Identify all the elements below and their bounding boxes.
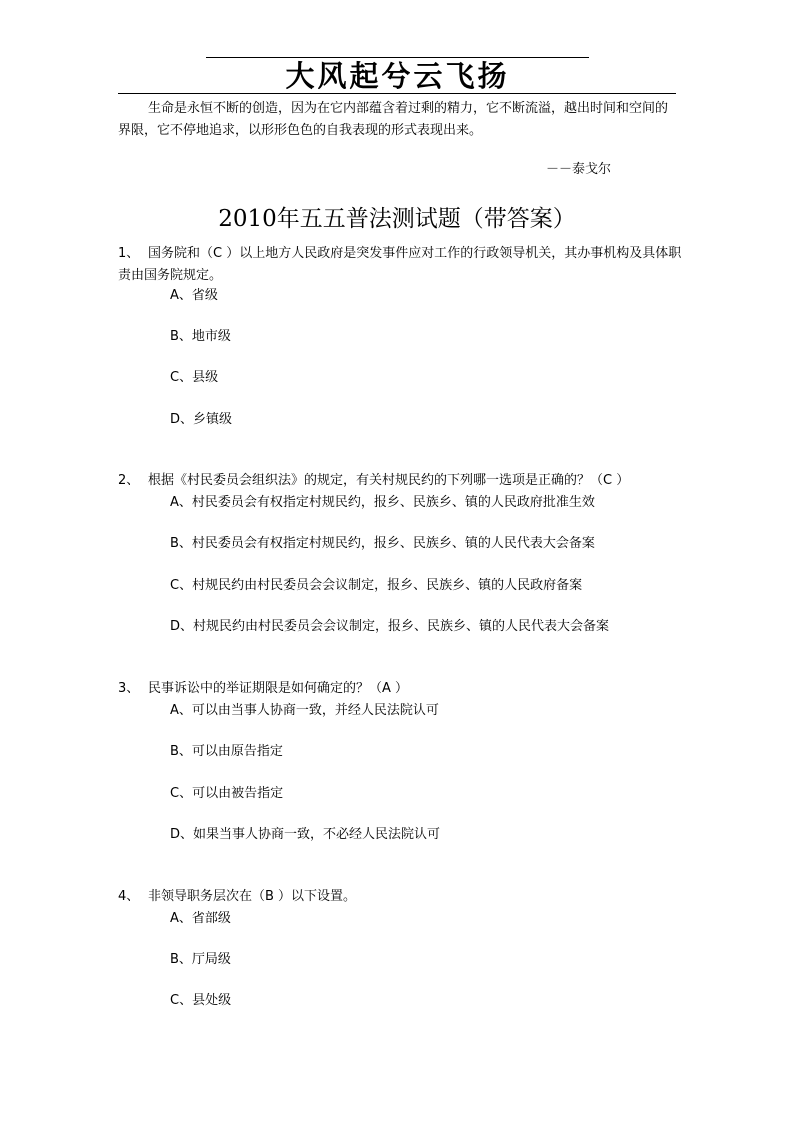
question-4 xyxy=(118,886,684,908)
question-3 xyxy=(118,678,684,700)
question-4-option-b: B、厅局级 xyxy=(170,952,231,967)
quote-author: －－泰戈尔 xyxy=(546,162,612,177)
question-3-option-c: C、可以由被告指定 xyxy=(170,786,284,801)
question-4-option-c: C、县处级 xyxy=(170,993,232,1008)
question-1-option-a: A、省级 xyxy=(170,288,218,303)
question-text: 国务院和（C ）以上地方人民政府是突发事件应对工作的行政领导机关，其办事机构及具体职责由国务院规定。 xyxy=(118,246,682,283)
question-1 xyxy=(118,243,684,287)
question-3-option-d: D、如果当事人协商一致，不必经人民法院认可 xyxy=(170,827,441,842)
header-quote: 生命是永恒不断的创造，因为在它内部蕴含着过剩的精力，它不断流溢，越出时间和空间的界限，它不停地追求，以形形色色的自我表现的形式表现出来。 xyxy=(118,101,669,138)
question-1-option-d: D、乡镇级 xyxy=(170,412,233,427)
question-2 xyxy=(118,470,684,492)
question-2-option-d: D、村规民约由村民委员会会议制定，报乡、民族乡、镇的人民代表大会备案 xyxy=(170,619,610,634)
question-1-option-c: C、县级 xyxy=(170,370,219,385)
header-rule-bottom xyxy=(118,93,676,94)
question-2-option-a: A、村民委员会有权指定村规民约，报乡、民族乡、镇的人民政府批准生效 xyxy=(170,495,595,510)
question-number: 3、 xyxy=(118,681,140,696)
question-1-option-b: B、地市级 xyxy=(170,329,231,344)
question-text: 非领导职务层次在（B ）以下设置。 xyxy=(148,889,357,904)
question-number: 2、 xyxy=(118,473,140,488)
header-rule-top xyxy=(206,57,589,58)
question-number: 1、 xyxy=(118,246,140,261)
question-3-option-b: B、可以由原告指定 xyxy=(170,744,283,759)
question-2-option-b: B、村民委员会有权指定村规民约，报乡、民族乡、镇的人民代表大会备案 xyxy=(170,536,595,551)
question-text: 根据《村民委员会组织法》的规定，有关村规民约的下列哪一选项是正确的？（C ） xyxy=(148,473,630,488)
header-banner: 大风起兮云飞扬 xyxy=(285,59,510,93)
question-2-option-c: C、村规民约由村民委员会会议制定，报乡、民族乡、镇的人民政府备案 xyxy=(170,578,583,593)
question-3-option-a: A、可以由当事人协商一致，并经人民法院认可 xyxy=(170,703,439,718)
document-title: 2010年五五普法测试题（带答案） xyxy=(218,206,576,232)
question-4-option-a: A、省部级 xyxy=(170,911,231,926)
question-number: 4、 xyxy=(118,889,140,904)
question-text: 民事诉讼中的举证期限是如何确定的？（A ） xyxy=(148,681,409,696)
